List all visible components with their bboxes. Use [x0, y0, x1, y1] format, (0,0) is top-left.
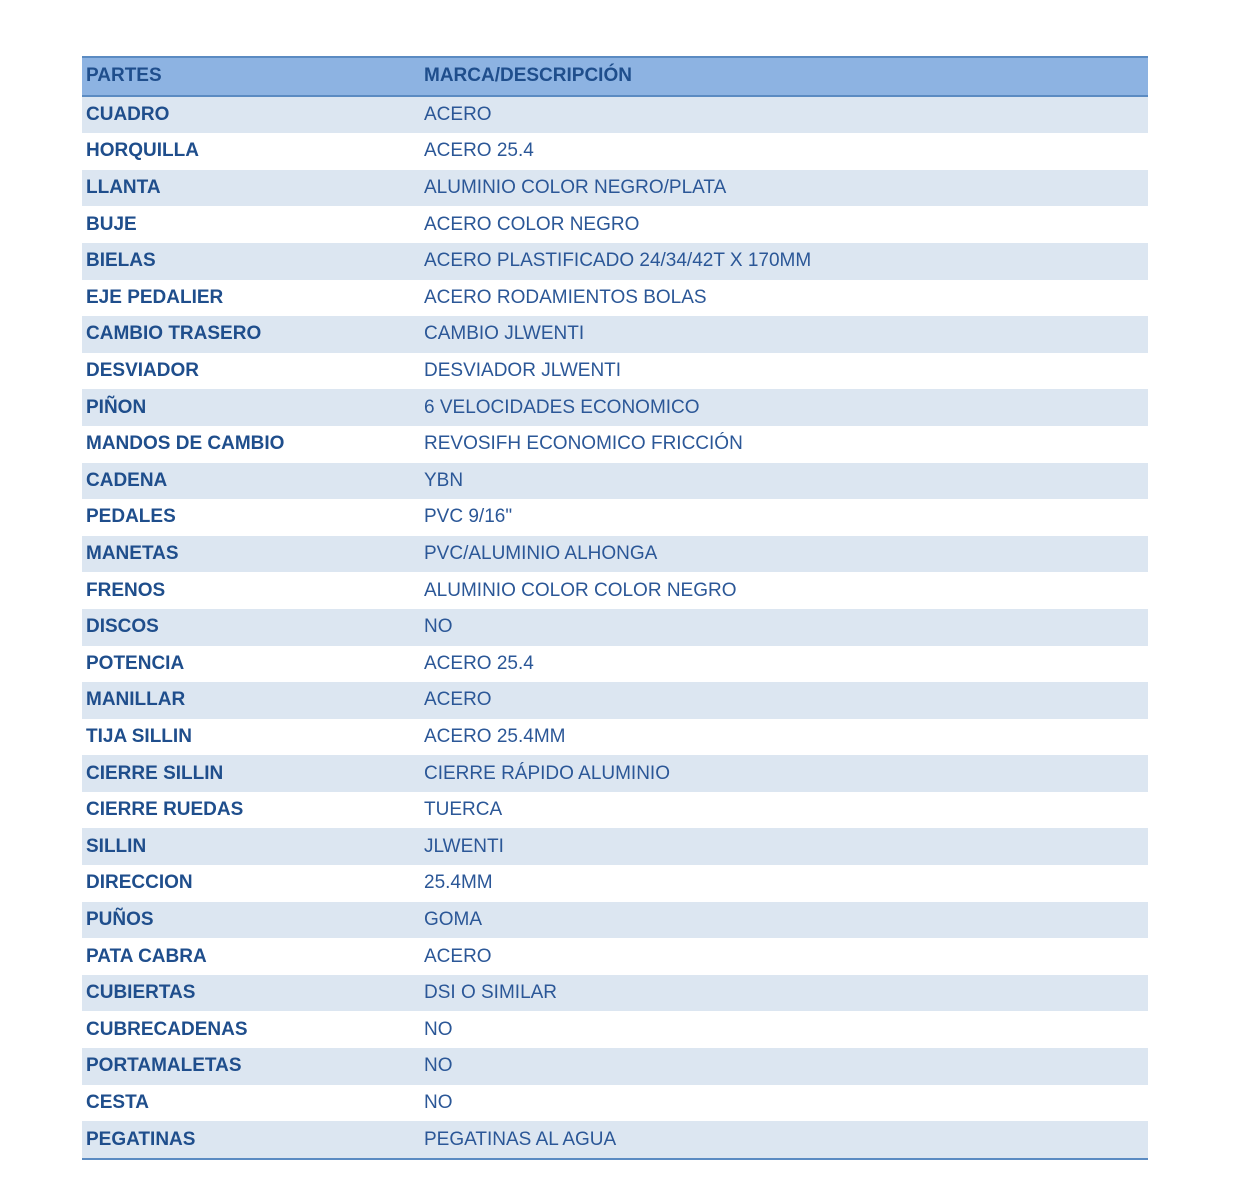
- table-body: [82, 96, 1148, 1159]
- part-name-cell: CAMBIO TRASERO: [86, 323, 262, 345]
- part-description-cell: TUERCA: [424, 799, 503, 821]
- table-row: [82, 280, 1148, 317]
- table-row: [82, 206, 1148, 243]
- part-description-cell: ACERO 25.4: [424, 652, 534, 674]
- table-row: [82, 938, 1148, 975]
- part-description-cell: DSI O SIMILAR: [424, 982, 558, 1004]
- table-row: [82, 463, 1148, 500]
- part-description-cell: GOMA: [424, 908, 483, 930]
- part-name-cell: PEDALES: [86, 506, 176, 528]
- part-name-cell: SILLIN: [86, 835, 147, 857]
- table-row: [82, 792, 1148, 829]
- part-name-cell: DISCOS: [86, 616, 159, 638]
- part-name-cell: FRENOS: [86, 579, 166, 601]
- part-description-cell: ALUMINIO COLOR NEGRO/PLATA: [424, 177, 727, 199]
- part-description-cell: ACERO 25.4: [424, 140, 534, 162]
- part-name-cell: LLANTA: [86, 177, 161, 199]
- part-name-cell: CUBIERTAS: [86, 982, 196, 1004]
- part-description-cell: NO: [424, 1091, 453, 1113]
- part-description-cell: ACERO PLASTIFICADO 24/34/42T X 170MM: [424, 250, 812, 272]
- table-row: [82, 572, 1148, 609]
- part-name-cell: CUADRO: [86, 103, 170, 125]
- table-row: [82, 353, 1148, 390]
- part-name-cell: MANDOS DE CAMBIO: [86, 433, 285, 455]
- part-name-cell: TIJA SILLIN: [86, 725, 192, 747]
- part-description-cell: ACERO RODAMIENTOS BOLAS: [424, 286, 707, 308]
- part-name-cell: BIELAS: [86, 250, 156, 272]
- table-row: [82, 170, 1148, 207]
- part-description-cell: ACERO: [424, 689, 492, 711]
- table-row: [82, 865, 1148, 902]
- part-name-cell: CESTA: [86, 1091, 149, 1113]
- part-name-cell: DIRECCION: [86, 872, 193, 894]
- table-row: [82, 1085, 1148, 1122]
- part-name-cell: PORTAMALETAS: [86, 1055, 242, 1077]
- part-description-cell: PVC 9/16": [424, 506, 513, 528]
- part-name-cell: PATA CABRA: [86, 945, 207, 967]
- table-row: [82, 1121, 1148, 1159]
- table-row: [82, 1048, 1148, 1085]
- part-description-cell: NO: [424, 616, 453, 638]
- table-row: [82, 609, 1148, 646]
- part-description-cell: ACERO: [424, 945, 492, 967]
- part-description-cell: ALUMINIO COLOR COLOR NEGRO: [424, 579, 737, 601]
- part-name-cell: BUJE: [86, 213, 137, 235]
- part-description-cell: PEGATINAS AL AGUA: [424, 1128, 617, 1150]
- table-row: [82, 389, 1148, 426]
- part-name-cell: MANETAS: [86, 543, 179, 565]
- part-name-cell: CADENA: [86, 469, 168, 491]
- table-row: [82, 1011, 1148, 1048]
- part-name-cell: PIÑON: [86, 396, 147, 418]
- table-row: [82, 316, 1148, 353]
- part-description-cell: PVC/ALUMINIO ALHONGA: [424, 543, 658, 565]
- table-row: [82, 719, 1148, 756]
- table-row: [82, 426, 1148, 463]
- header-partes: PARTES: [82, 57, 420, 96]
- part-description-cell: CIERRE RÁPIDO ALUMINIO: [424, 762, 670, 784]
- part-description-cell: JLWENTI: [424, 835, 504, 857]
- table-row: [82, 682, 1148, 719]
- part-name-cell: CUBRECADENAS: [86, 1018, 248, 1040]
- part-description-cell: ACERO: [424, 103, 492, 125]
- part-name-cell: CIERRE RUEDAS: [86, 799, 244, 821]
- table-row: [82, 646, 1148, 683]
- table-row: [82, 536, 1148, 573]
- part-name-cell: DESVIADOR: [86, 360, 199, 382]
- bike-spec-table: [82, 56, 1148, 1160]
- part-description-cell: 25.4MM: [424, 872, 493, 894]
- part-name-cell: POTENCIA: [86, 652, 185, 674]
- part-description-cell: REVOSIFH ECONOMICO FRICCIÓN: [424, 433, 743, 455]
- header-marca-descripcion: MARCA/DESCRIPCIÓN: [420, 57, 1148, 96]
- part-name-cell: PUÑOS: [86, 908, 154, 930]
- table-row: [82, 499, 1148, 536]
- part-description-cell: NO: [424, 1018, 453, 1040]
- part-name-cell: EJE PEDALIER: [86, 286, 224, 308]
- part-description-cell: YBN: [424, 469, 464, 491]
- table-row: [82, 828, 1148, 865]
- part-name-cell: PEGATINAS: [86, 1128, 196, 1150]
- part-description-cell: DESVIADOR JLWENTI: [424, 360, 622, 382]
- table-row: [82, 133, 1148, 170]
- table-row: [82, 755, 1148, 792]
- table-header-row: [82, 57, 1148, 96]
- part-description-cell: ACERO 25.4MM: [424, 725, 566, 747]
- part-description-cell: 6 VELOCIDADES ECONOMICO: [424, 396, 700, 418]
- part-description-cell: ACERO COLOR NEGRO: [424, 213, 640, 235]
- part-name-cell: CIERRE SILLIN: [86, 762, 224, 784]
- table-row: [82, 902, 1148, 939]
- part-description-cell: NO: [424, 1055, 453, 1077]
- table-row: [82, 96, 1148, 134]
- part-description-cell: CAMBIO JLWENTI: [424, 323, 585, 345]
- table-row: [82, 975, 1148, 1012]
- table-row: [82, 243, 1148, 280]
- part-name-cell: MANILLAR: [86, 689, 186, 711]
- part-name-cell: HORQUILLA: [86, 140, 199, 162]
